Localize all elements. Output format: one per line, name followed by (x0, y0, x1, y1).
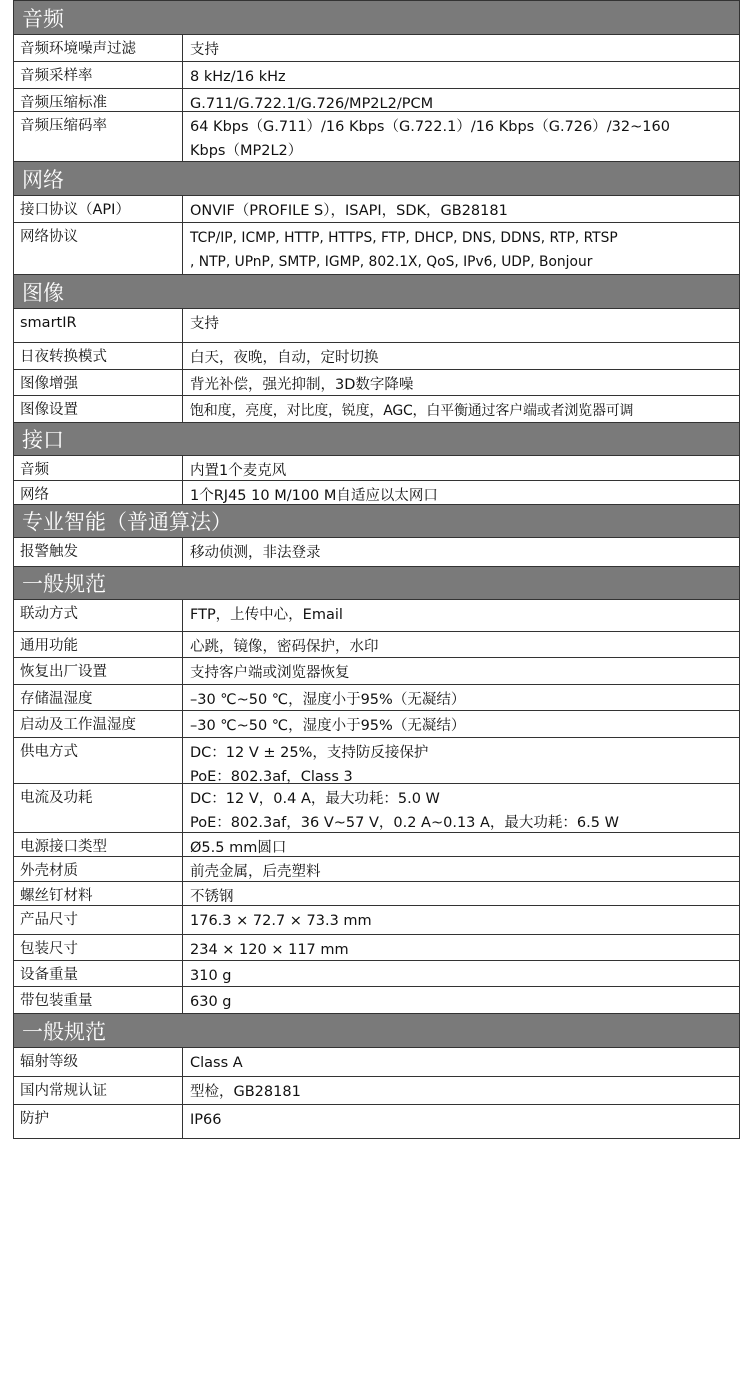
table-row (14, 222, 739, 274)
table-row (14, 783, 739, 832)
table-row (14, 986, 739, 1013)
table-row (14, 88, 739, 111)
spec-value-line: FTP，上传中心，Email (190, 607, 343, 623)
table-row (14, 960, 739, 986)
table-row (14, 1047, 739, 1076)
table-row (14, 905, 739, 934)
spec-value-line: 前壳金属，后壳塑料 (190, 864, 321, 880)
spec-value (183, 343, 739, 369)
spec-value (183, 456, 739, 480)
table-row (14, 537, 739, 566)
spec-value-line: 型检，GB28181 (190, 1084, 301, 1100)
spec-label: 启动及工作温湿度 (14, 711, 183, 737)
spec-value-line: 内置1个麦克风 (190, 463, 287, 479)
table-row (14, 61, 739, 88)
table-row (14, 599, 739, 631)
spec-value-line: 176.3 × 72.7 × 73.3 mm (190, 913, 372, 929)
section-header: 图像 (14, 274, 739, 308)
spec-value (183, 833, 739, 856)
spec-label: 产品尺寸 (14, 906, 183, 934)
spec-label: 图像设置 (14, 396, 183, 422)
spec-value (183, 987, 739, 1013)
spec-value-line: PoE：802.3af，36 V~57 V，0.2 A~0.13 A，最大功耗：6.5 W (190, 815, 619, 831)
spec-value-line: –30 ℃~50 ℃，湿度小于95%（无凝结） (190, 692, 466, 708)
spec-label: 日夜转换模式 (14, 343, 183, 369)
spec-label: 音频采样率 (14, 62, 183, 88)
table-row (14, 832, 739, 856)
spec-value (183, 600, 739, 631)
spec-label: 音频 (14, 456, 183, 480)
spec-value-line: 1个RJ45 10 M/100 M自适应以太网口 (190, 488, 438, 504)
spec-label: 恢复出厂设置 (14, 658, 183, 684)
spec-label: 设备重量 (14, 961, 183, 986)
spec-label: 音频环境噪声过滤 (14, 35, 183, 61)
section-header: 音频 (14, 0, 739, 34)
spec-value-line: 310 g (190, 968, 232, 984)
table-row (14, 342, 739, 369)
spec-value (183, 196, 739, 222)
spec-value (183, 309, 739, 342)
table-row (14, 369, 739, 395)
spec-label: 辐射等级 (14, 1048, 183, 1076)
spec-value (183, 62, 739, 88)
spec-value-line: 支持 (190, 316, 219, 332)
spec-label: 联动方式 (14, 600, 183, 631)
spec-value-line: 背光补偿，强光抑制，3D数字降噪 (190, 377, 414, 393)
spec-value-line: , NTP, UPnP, SMTP, IGMP, 802.1X, QoS, IPv6, UDP, Bonjour (190, 254, 593, 270)
spec-value-line: 不锈钢 (190, 889, 234, 905)
section-header: 网络 (14, 161, 739, 195)
spec-value (183, 658, 739, 684)
spec-value (183, 223, 739, 274)
spec-value (183, 711, 739, 737)
spec-label: 包装尺寸 (14, 935, 183, 960)
section-header: 专业智能（普通算法） (14, 504, 739, 537)
spec-label: 外壳材质 (14, 857, 183, 881)
spec-value (183, 1105, 739, 1138)
table-row (14, 480, 739, 504)
spec-value-line: PoE：802.3af，Class 3 (190, 769, 353, 785)
table-row (14, 856, 739, 881)
spec-table (13, 0, 740, 1139)
spec-value (183, 961, 739, 986)
spec-label: 电源接口类型 (14, 833, 183, 856)
spec-label: 供电方式 (14, 738, 183, 783)
spec-value (183, 1077, 739, 1104)
spec-value (183, 1048, 739, 1076)
spec-value-line: DC：12 V ± 25%，支持防反接保护 (190, 745, 429, 761)
spec-value (183, 538, 739, 566)
table-row (14, 934, 739, 960)
section-header: 接口 (14, 422, 739, 455)
spec-value-line: 8 kHz/16 kHz (190, 69, 286, 85)
table-row (14, 881, 739, 905)
spec-label: 通用功能 (14, 632, 183, 657)
section-header: 一般规范 (14, 566, 739, 599)
table-row (14, 34, 739, 61)
table-row (14, 195, 739, 222)
spec-label: 带包装重量 (14, 987, 183, 1013)
spec-value-line: TCP/IP, ICMP, HTTP, HTTPS, FTP, DHCP, DNS, DDNS, RTP, RTSP (190, 230, 618, 246)
table-row (14, 308, 739, 342)
spec-label: 螺丝钉材料 (14, 882, 183, 905)
table-row (14, 737, 739, 783)
spec-value-line: IP66 (190, 1112, 222, 1128)
table-row (14, 395, 739, 422)
spec-value-line: 移动侦测，非法登录 (190, 545, 321, 561)
spec-value (183, 370, 739, 395)
spec-value (183, 112, 739, 161)
spec-label: smartIR (14, 309, 183, 342)
spec-label: 存储温湿度 (14, 685, 183, 710)
spec-value (183, 738, 739, 783)
spec-value-line: Class A (190, 1055, 243, 1071)
spec-value-line: 支持客户端或浏览器恢复 (190, 665, 350, 681)
spec-value-line: 心跳，镜像，密码保护，水印 (190, 639, 379, 655)
table-row (14, 684, 739, 710)
table-row (14, 710, 739, 737)
spec-value-line: 白天，夜晚，自动，定时切换 (190, 350, 379, 366)
spec-value-line: 234 × 120 × 117 mm (190, 942, 349, 958)
spec-value (183, 685, 739, 710)
table-row (14, 1076, 739, 1104)
spec-value (183, 784, 739, 832)
spec-value-line: 64 Kbps（G.711）/16 Kbps（G.722.1）/16 Kbps（G.726）/32~160 (190, 119, 670, 135)
table-row (14, 631, 739, 657)
spec-value-line: DC：12 V，0.4 A，最大功耗：5.0 W (190, 791, 440, 807)
spec-value (183, 35, 739, 61)
spec-value (183, 906, 739, 934)
spec-value-line: Ø5.5 mm圆口 (190, 840, 287, 856)
spec-value (183, 857, 739, 881)
spec-value (183, 935, 739, 960)
spec-value-line: G.711/G.722.1/G.726/MP2L2/PCM (190, 96, 434, 112)
spec-label: 防护 (14, 1105, 183, 1138)
spec-label: 音频压缩标准 (14, 89, 183, 111)
spec-label: 报警触发 (14, 538, 183, 566)
spec-value (183, 481, 739, 504)
table-row (14, 1104, 739, 1138)
spec-value (183, 882, 739, 905)
spec-value (183, 396, 739, 422)
spec-label: 网络 (14, 481, 183, 504)
spec-label: 音频压缩码率 (14, 112, 183, 161)
spec-label: 图像增强 (14, 370, 183, 395)
spec-value-line: Kbps（MP2L2） (190, 143, 303, 159)
table-row (14, 111, 739, 161)
spec-label: 电流及功耗 (14, 784, 183, 832)
spec-value-line: 630 g (190, 994, 232, 1010)
spec-value-line: 饱和度，亮度，对比度，锐度，AGC，白平衡通过客户端或者浏览器可调 (190, 403, 634, 419)
spec-value (183, 632, 739, 657)
table-row (14, 455, 739, 480)
spec-value-line: ONVIF（PROFILE S），ISAPI，SDK，GB28181 (190, 203, 508, 219)
spec-label: 网络协议 (14, 223, 183, 274)
spec-value (183, 89, 739, 111)
spec-value-line: 支持 (190, 42, 219, 58)
section-header: 一般规范 (14, 1013, 739, 1047)
spec-label: 国内常规认证 (14, 1077, 183, 1104)
spec-label: 接口协议（API） (14, 196, 183, 222)
table-row (14, 657, 739, 684)
spec-value-line: –30 ℃~50 ℃，湿度小于95%（无凝结） (190, 718, 466, 734)
